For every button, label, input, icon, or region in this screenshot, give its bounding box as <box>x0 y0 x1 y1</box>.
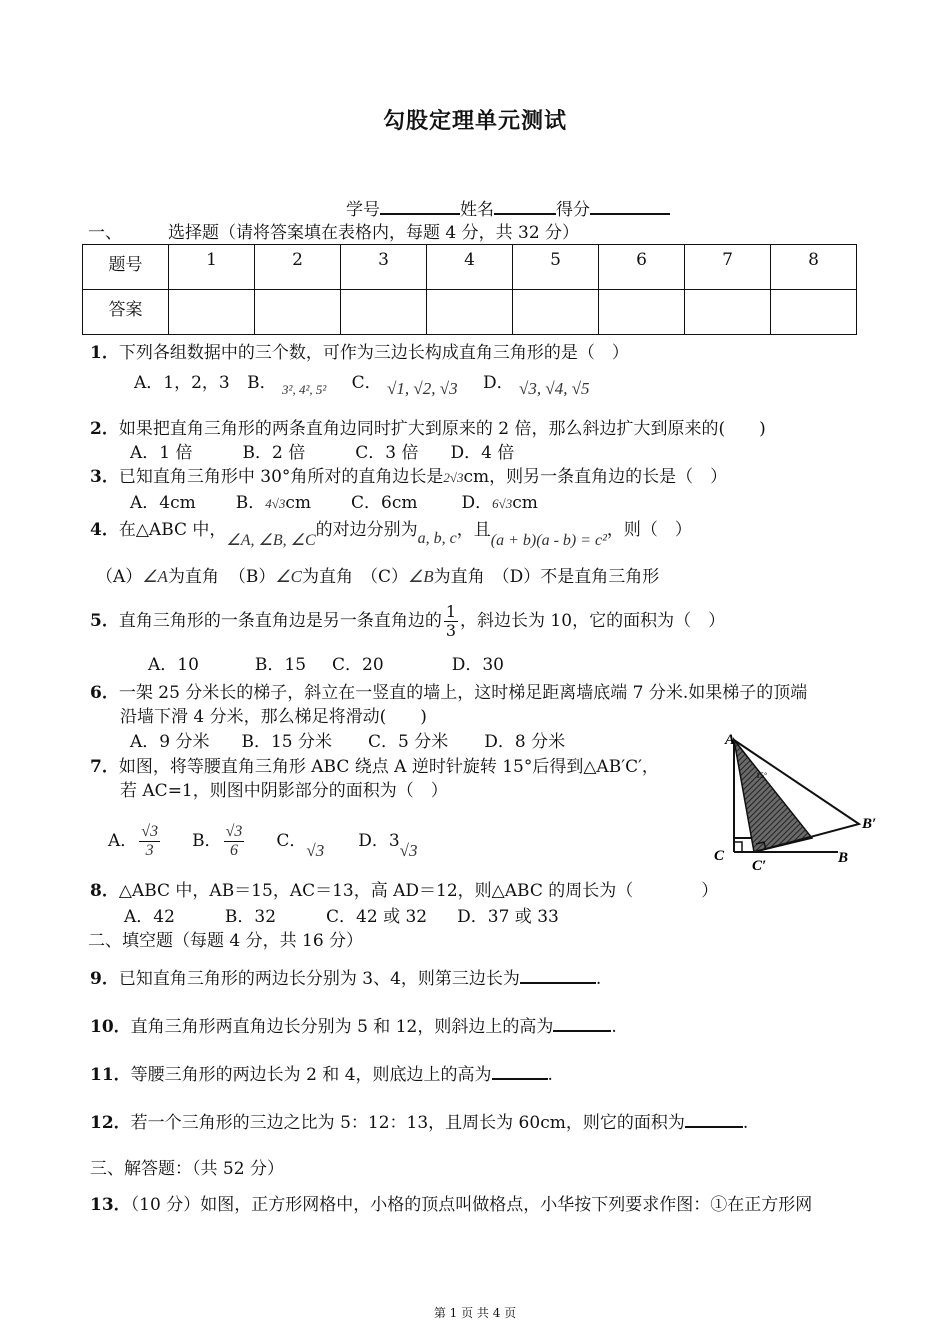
sides-math: a, b, c <box>417 530 457 547</box>
table-cell-num: 3 <box>341 245 427 290</box>
question-number: 6． <box>90 683 119 703</box>
rotated-triangle-figure <box>712 730 892 870</box>
option-c-math: ∠B <box>408 567 434 586</box>
option-d-label: D．3 <box>358 831 400 851</box>
answer-cell[interactable] <box>169 290 255 335</box>
option-b: B．32 <box>224 907 277 927</box>
label-c: C <box>714 848 725 864</box>
equation-math: (a + b)(a - b) = c² <box>490 532 607 549</box>
option-c: C．3 倍 <box>355 443 419 463</box>
question-stem: 下列各组数据中的三个数，可作为三边长构成直角三角形的是（ ） <box>118 343 629 363</box>
answer-cell[interactable] <box>599 290 685 335</box>
answer-table-answer-row <box>83 290 857 335</box>
answer-cell[interactable] <box>771 290 857 335</box>
question-4 <box>90 519 692 549</box>
label-c-prime: C′ <box>752 858 767 870</box>
score-label: 得分 <box>556 200 590 220</box>
question-line-1: 如图，将等腰直角三角形 ABC 绕点 A 逆时针旋转 15°后得到△AB′C′， <box>118 757 659 777</box>
option-c-label: （C） <box>361 567 409 587</box>
option-b-label: B． <box>247 373 277 393</box>
option-c: C．20 <box>332 655 384 675</box>
option-c: C．42 或 32 <box>326 907 428 927</box>
option-a-label: A． <box>108 831 138 851</box>
option-a: A．4cm <box>130 493 196 513</box>
option-a: A．1 倍 <box>130 443 193 463</box>
period: . <box>742 1113 749 1133</box>
option-d-label: D． <box>461 493 493 513</box>
fraction-numerator: √3 <box>141 823 159 840</box>
option-d-unit: cm <box>512 493 538 513</box>
question-13 <box>90 1194 812 1216</box>
question-number: 11． <box>90 1065 131 1085</box>
question-stem: △ABC 中，AB＝15，AC＝13，高 AD＝12，则△ABC 的周长为（ ） <box>118 881 719 901</box>
answer-table-header-row <box>83 245 857 290</box>
option-c-text: 为直角 <box>433 567 485 587</box>
section-2-heading: 二、填空题（每题 4 分，共 16 分） <box>88 931 364 951</box>
table-cell-head: 答案 <box>83 290 169 335</box>
question-2 <box>90 418 766 440</box>
question-text: 直角三角形两直角边长分别为 5 和 12，则斜边上的高为 <box>130 1017 554 1037</box>
question-4-options <box>96 566 659 588</box>
question-text: 等腰三角形的两边长为 2 和 4，则底边上的高为 <box>130 1065 492 1085</box>
option-b: B．15 <box>254 655 307 675</box>
question-text: （10 分）如图，正方形网格中，小格的顶点叫做格点，小华按下列要求作图：①在正方形网 <box>130 1195 813 1215</box>
option-d-math: √3, √4, √5 <box>519 379 590 398</box>
question-stem-b: ，斜边长为 10，它的面积为（ ） <box>460 611 726 631</box>
option-b-text: 为直角 <box>302 567 353 587</box>
question-number: 9． <box>90 969 119 989</box>
question-number: 12． <box>90 1113 131 1133</box>
question-5 <box>90 598 725 644</box>
option-c: C．5 分米 <box>368 732 449 752</box>
question-1 <box>90 342 629 364</box>
question-number: 3． <box>90 467 119 487</box>
question-number: 2． <box>90 419 119 439</box>
option-a: A．10 <box>148 655 199 675</box>
question-1-options <box>134 372 590 398</box>
table-cell-num: 5 <box>513 245 599 290</box>
option-c: C．6cm <box>351 493 418 513</box>
table-cell-num: 7 <box>685 245 771 290</box>
name-blank[interactable] <box>494 197 556 215</box>
question-6 <box>90 682 807 704</box>
score-blank[interactable] <box>590 197 670 215</box>
section-1-text: 选择题（请将答案填在表格内，每题 4 分，共 32 分） <box>168 223 580 243</box>
question-7-options <box>108 818 418 864</box>
answer-cell[interactable] <box>255 290 341 335</box>
question-11 <box>90 1062 553 1086</box>
label-a: A <box>725 732 736 748</box>
option-c-math: √1, √2, √3 <box>387 379 458 398</box>
label-angle: 15° <box>756 771 768 780</box>
question-stem-c: ，且 <box>456 520 491 540</box>
question-6-line-2: 沿墙下滑 4 分米，那么梯足将滑动( ) <box>120 707 427 727</box>
period: . <box>595 969 602 989</box>
question-stem-d: ，则（ ） <box>606 520 692 540</box>
id-label: 学号 <box>346 200 380 220</box>
period: . <box>547 1065 553 1085</box>
option-d: D．30 <box>451 655 504 675</box>
question-number: 4． <box>90 520 119 540</box>
option-b-label: B． <box>192 831 222 851</box>
question-number: 5． <box>90 611 119 631</box>
option-b-label: B． <box>235 493 266 513</box>
answer-blank[interactable] <box>553 1014 611 1032</box>
question-stem-a: 在△ABC 中， <box>118 520 227 540</box>
question-number: 10． <box>90 1017 131 1037</box>
option-d: D．8 分米 <box>484 732 566 752</box>
student-info-line <box>346 197 670 221</box>
section-1-heading <box>88 222 579 244</box>
fraction-denominator: 6 <box>229 842 238 859</box>
answer-table <box>82 244 857 335</box>
table-cell-num: 1 <box>169 245 255 290</box>
right-angle-mark-c <box>734 842 742 852</box>
question-number: 13． <box>90 1195 131 1215</box>
question-number: 8． <box>90 881 119 901</box>
option-d: （D）不是直角三角形 <box>492 567 660 587</box>
table-cell-num: 6 <box>599 245 685 290</box>
question-3-options <box>130 492 538 515</box>
option-a-text: 为直角 <box>167 567 219 587</box>
option-b-fraction <box>224 823 245 860</box>
question-3 <box>90 466 727 489</box>
table-cell-num: 8 <box>771 245 857 290</box>
question-7 <box>90 756 659 778</box>
option-b-math: 4√3 <box>265 496 286 511</box>
question-5-options <box>148 654 504 676</box>
question-number: 7． <box>90 757 119 777</box>
angles-math: ∠A, ∠B, ∠C <box>226 532 316 549</box>
option-c-label: C． <box>351 373 382 393</box>
question-6-options <box>130 731 565 753</box>
fraction <box>444 603 458 640</box>
question-12 <box>90 1110 748 1134</box>
question-number: 1． <box>90 343 119 363</box>
fraction-denominator: 3 <box>445 621 457 640</box>
option-a: A．9 分米 <box>130 732 210 752</box>
question-9 <box>90 966 601 990</box>
option-b-math: ∠C <box>275 567 302 586</box>
id-blank[interactable] <box>380 197 460 215</box>
option-b: B．15 分米 <box>241 732 333 752</box>
option-b-unit: cm <box>285 493 312 513</box>
fraction-numerator: √3 <box>225 823 243 840</box>
fraction-numerator: 1 <box>445 602 457 621</box>
page-title: 勾股定理单元测试 <box>382 108 567 134</box>
question-2-options <box>130 442 514 464</box>
name-label: 姓名 <box>460 200 494 220</box>
question-stem: 如果把直角三角形的两条直角边同时扩大到原来的 2 倍，那么斜边扩大到原来的( ) <box>118 419 766 439</box>
fraction-denominator: 3 <box>145 842 154 859</box>
question-text: 若一个三角形的三边之比为 5：12：13，且周长为 60cm，则它的面积为 <box>130 1113 685 1133</box>
option-d-math: 6√3 <box>492 496 513 511</box>
option-a-fraction <box>139 823 160 860</box>
option-d-math: √3 <box>399 841 418 860</box>
option-c-label: C． <box>276 831 307 851</box>
question-7-line-2: 若 AC=1，则图中阴影部分的面积为（ ） <box>120 781 448 801</box>
question-stem-b: 的对边分别为 <box>315 520 418 540</box>
question-stem-b: cm，则另一条直角边的长是（ ） <box>463 467 728 487</box>
table-cell-head: 题号 <box>83 245 169 290</box>
option-c-math: √3 <box>306 841 325 860</box>
table-cell-num: 4 <box>427 245 513 290</box>
question-text: 已知直角三角形的两边长分别为 3、4，则第三边长为 <box>118 969 520 989</box>
question-8-options <box>124 906 559 928</box>
answer-blank[interactable] <box>520 966 596 984</box>
question-line-1: 一架 25 分米长的梯子，斜立在一竖直的墙上，这时梯足距离墙底端 7 分米.如果梯子的顶端 <box>118 683 808 703</box>
shaded-region <box>734 740 812 852</box>
answer-blank[interactable] <box>492 1062 548 1080</box>
answer-cell[interactable] <box>685 290 771 335</box>
option-a: A．1，2，3 <box>134 373 230 393</box>
period: . <box>611 1017 617 1037</box>
answer-cell[interactable] <box>341 290 427 335</box>
table-cell-num: 2 <box>255 245 341 290</box>
label-b: B <box>838 850 849 866</box>
question-stem-a: 直角三角形的一条直角边是另一条直角边的 <box>118 611 442 631</box>
answer-cell[interactable] <box>427 290 513 335</box>
option-b-label: （B） <box>228 567 276 587</box>
label-b-prime: B′ <box>862 816 877 832</box>
question-10 <box>90 1014 617 1038</box>
option-b-math: 3², 4², 5² <box>282 382 327 397</box>
question-8 <box>90 880 718 902</box>
question-stem-a: 已知直角三角形中 30°角所对的直角边长是 <box>118 467 444 487</box>
answer-blank[interactable] <box>685 1110 743 1128</box>
question-stem-math: 2√3 <box>443 470 464 485</box>
section-1-num: 一、 <box>88 223 122 243</box>
page-footer: 第 1 页 共 4 页 <box>433 1306 517 1320</box>
section-3-heading: 三、解答题：（共 52 分） <box>90 1159 284 1179</box>
option-a: A．42 <box>124 907 175 927</box>
option-d: D．4 倍 <box>450 443 515 463</box>
option-a-math: ∠A <box>142 567 168 586</box>
answer-cell[interactable] <box>513 290 599 335</box>
option-b: B．2 倍 <box>242 443 306 463</box>
option-d-label: D． <box>482 373 514 393</box>
option-d: D．37 或 33 <box>457 907 559 927</box>
option-a-label: （A） <box>96 567 143 587</box>
